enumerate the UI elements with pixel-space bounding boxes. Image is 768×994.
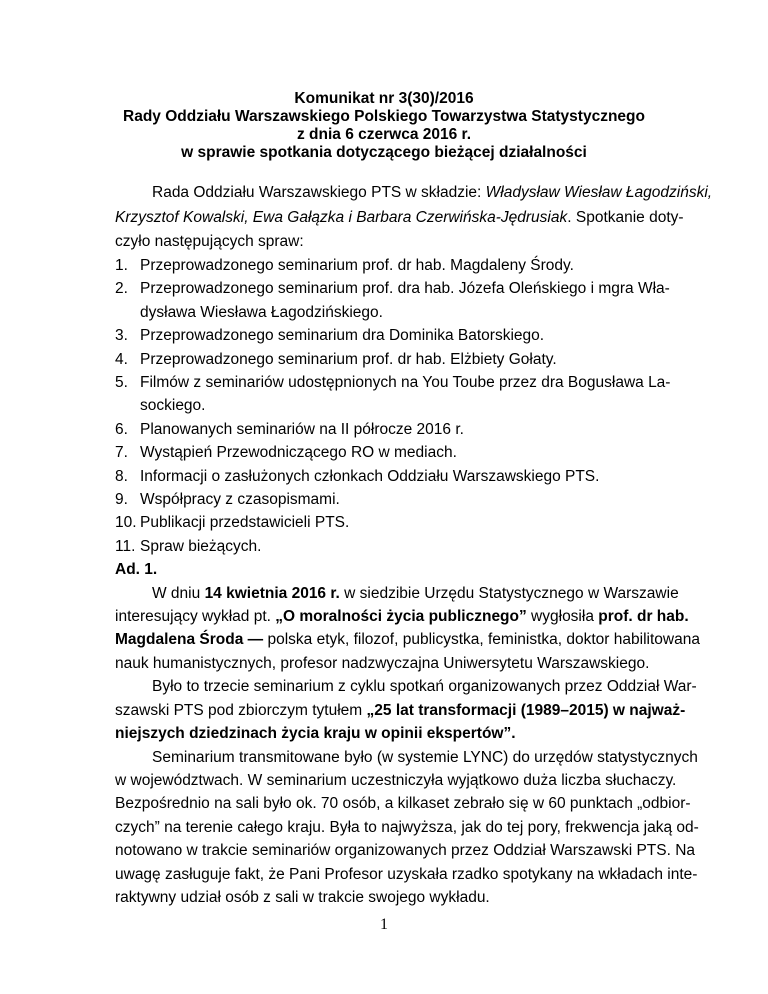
list-item: 6. Planowanych seminariów na II półrocze 2016 r. xyxy=(115,420,464,438)
list-item: 3. Przeprowadzonego seminarium dra Dominika Batorskiego. xyxy=(115,327,545,345)
ad1-paragraph-3-line-1: Seminarium transmitowane było (w systemie LYNC) do urzędów statystycznych xyxy=(152,748,698,766)
section-heading-ad1: Ad. 1. xyxy=(115,561,158,579)
ad1-paragraph-3-line-6: uwagę zasługuje fakt, że Pani Profesor uzyskała rzadko spotykany na wkładach inte- xyxy=(115,865,698,883)
page-number: 1 xyxy=(380,916,388,933)
ad1-paragraph-3-line-4: czych” na terenie całego kraju. Była to najwyższa, jak do tej pory, frekwencja jaką od- xyxy=(115,818,699,836)
issuing-body: Rady Oddziału Warszawskiego Polskiego Towarzystwa Statystycznego xyxy=(123,108,645,125)
ad1-paragraph-3-line-7: raktywny udział osób z sali w trakcie swojego wykładu. xyxy=(115,889,490,906)
ad1-paragraph-1-line-2: interesujący wykład pt. „O moralności życia publicznego” wygłosiła prof. dr hab. xyxy=(115,608,689,626)
list-item: 10. Publikacji przedstawicieli PTS. xyxy=(115,514,350,532)
ad1-paragraph-3-line-3: Bezpośrednio na sali było ok. 70 osób, a kilkaset zebrało się w 60 punktach „odbior- xyxy=(115,795,691,813)
list-item-continuation: sockiego. xyxy=(140,397,206,415)
document-date: z dnia 6 czerwca 2016 r. xyxy=(296,126,472,143)
list-item: 4. Przeprowadzonego seminarium prof. dr hab. Elżbiety Gołaty. xyxy=(115,350,557,368)
intro-line-3: czyło następujących spraw: xyxy=(115,232,304,250)
ad1-paragraph-2-line-2: szawski PTS pod zbiorczym tytułem „25 lat transformacji (1989–2015) w najważ- xyxy=(115,701,686,719)
document-subject: w sprawie spotkania dotyczącego bieżącej działalności xyxy=(181,144,587,161)
ad1-paragraph-3-line-2: w województwach. W seminarium uczestniczyła wyjątkowo duża liczba słuchaczy. xyxy=(115,771,677,789)
list-item: 7. Wystąpień Przewodniczącego RO w mediach. xyxy=(115,444,457,462)
intro-line-1: Rada Oddziału Warszawskiego PTS w składzie: Władysław Wiesław Łagodziński, xyxy=(152,184,713,201)
communique-number: Komunikat nr 3(30)/2016 xyxy=(294,90,474,107)
ad1-paragraph-1-line-3: Magdalena Środa — polska etyk, filozof, publicystka, feministka, doktor habilitowana xyxy=(115,631,700,649)
ad1-paragraph-1-line-4: nauk humanistycznych, profesor nadzwyczajna Uniwersytetu Warszawskiego. xyxy=(115,654,650,672)
list-item: 9. Współpracy z czasopismami. xyxy=(115,491,340,509)
intro-line-2: Krzysztof Kowalski, Ewa Gałązka i Barbara Czerwińska-Jędrusiak. Spotkanie doty- xyxy=(115,209,684,227)
ad1-paragraph-3-line-5: notowano w trakcie seminariów organizowanych przez Oddział Warszawski PTS. Na xyxy=(115,842,696,860)
list-item: 2. Przeprowadzonego seminarium prof. dra hab. Józefa Oleńskiego i mgra Wła- xyxy=(115,280,670,298)
ad1-paragraph-2-line-3: niejszych dziedzinach życia kraju w opinii ekspertów”. xyxy=(115,725,516,743)
ad1-paragraph-2-line-1: Było to trzecie seminarium z cyklu spotkań organizowanych przez Oddział War- xyxy=(152,678,697,696)
list-item: 8. Informacji o zasłużonych członkach Oddziału Warszawskiego PTS. xyxy=(115,467,600,485)
list-item: 5. Filmów z seminariów udostępnionych na You Toube przez dra Bogusława La- xyxy=(115,373,671,391)
list-item-continuation: dysława Wiesława Łagodzińskiego. xyxy=(140,303,383,321)
list-item: 1. Przeprowadzonego seminarium prof. dr hab. Magdaleny Środy. xyxy=(115,256,574,274)
ad1-paragraph-1-line-1: W dniu 14 kwietnia 2016 r. w siedzibie Urzędu Statystycznego w Warszawie xyxy=(152,584,679,602)
list-item: 11. Spraw bieżących. xyxy=(115,537,262,555)
